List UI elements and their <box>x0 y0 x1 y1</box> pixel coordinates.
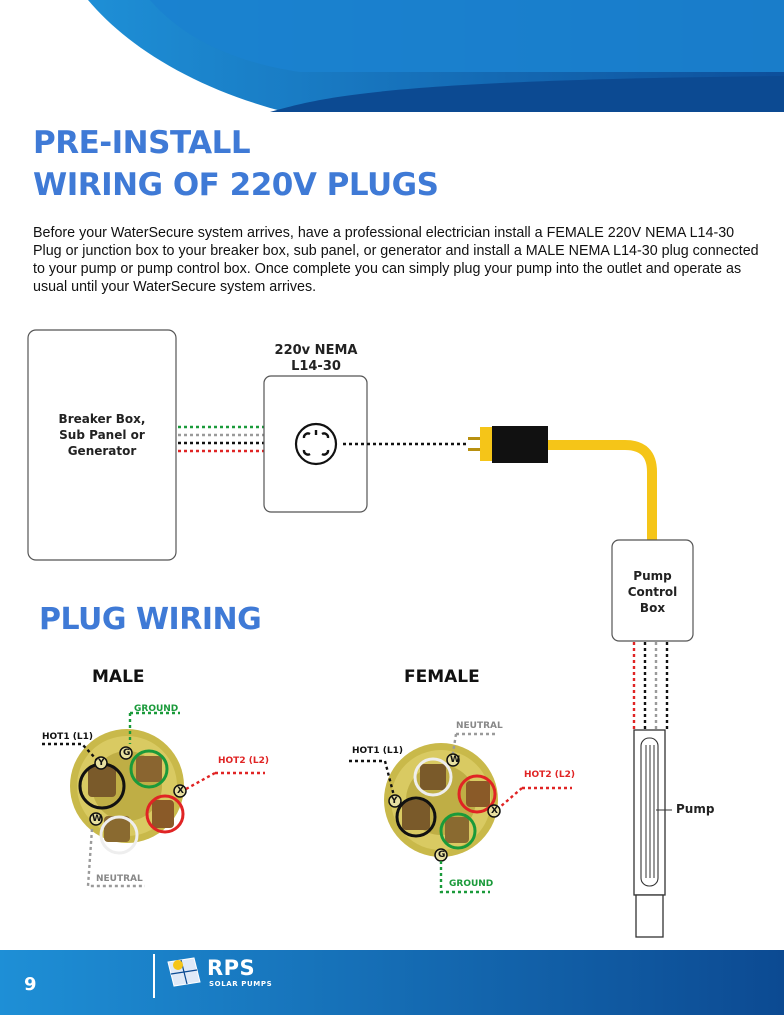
male-terminal-x: X <box>177 786 184 796</box>
intro-paragraph: Before your WaterSecure system arrives, have a professional electrician install a FEMALE 220V NEMA L14-30 Plug or junction box to your breaker box, sub panel, or generator and install a MALE NEMA L14-30 plug connected to your pump or pump control box. Once complete you can simply plug your pump into the outlet and operate as usual until your WaterSecure system arrives. <box>33 225 759 295</box>
logo-subtitle: SOLAR PUMPS <box>209 980 273 988</box>
female-terminal-y: Y <box>391 796 398 806</box>
page-title-line1: PRE-INSTALL <box>33 125 251 161</box>
male-label: MALE <box>92 667 145 687</box>
top-banner <box>0 0 784 112</box>
page-title <box>33 122 438 206</box>
footer-banner <box>0 950 784 1015</box>
female-terminal-w: W <box>450 755 460 765</box>
female-ground-label: GROUND <box>449 879 494 889</box>
female-hot1-label: HOT1 (L1) <box>352 746 403 756</box>
male-terminal-y: Y <box>98 758 105 768</box>
male-hot1-label: HOT1 (L1) <box>42 732 93 742</box>
pump-icon <box>634 730 665 937</box>
male-hot2-label: HOT2 (L2) <box>218 756 269 766</box>
outlet-icon <box>296 424 336 464</box>
male-plug-icon <box>468 426 548 463</box>
female-plug-face <box>384 743 500 861</box>
male-terminal-w: W <box>92 814 102 824</box>
page-title-line2: WIRING OF 220V PLUGS <box>33 167 439 203</box>
outlet-title: 220v NEMA L14-30 <box>274 343 358 374</box>
pump-control-box-label: Pump Control Box <box>627 569 678 615</box>
male-neutral-label: NEUTRAL <box>96 874 143 884</box>
female-label: FEMALE <box>404 667 480 687</box>
male-terminal-g: G <box>123 748 131 758</box>
female-hot2-label: HOT2 (L2) <box>524 770 575 780</box>
female-terminal-x: X <box>491 806 498 816</box>
female-terminal-g: G <box>438 850 446 860</box>
breaker-box-label: Breaker Box, Sub Panel or Generator <box>58 412 146 458</box>
plug-wiring-heading: PLUG WIRING <box>39 602 262 637</box>
pump-label: Pump <box>676 802 715 816</box>
female-neutral-label: NEUTRAL <box>456 721 503 731</box>
rps-logo-icon <box>164 954 204 988</box>
male-ground-label: GROUND <box>134 704 179 714</box>
page-number: 9 <box>24 974 37 995</box>
logo-name: RPS <box>207 956 256 980</box>
